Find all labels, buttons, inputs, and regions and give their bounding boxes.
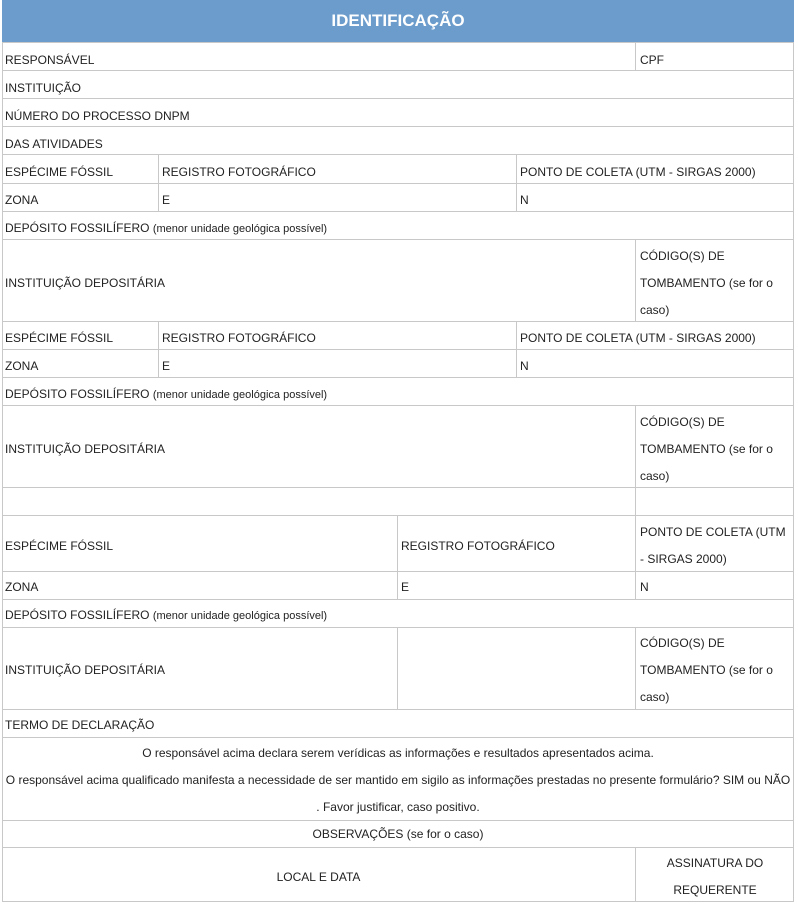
row-divider	[2, 515, 794, 516]
deposito-label: DEPÓSITO FOSSILÍFERO (menor unidade geológica possível)	[5, 608, 328, 622]
codigo-label-l2: TOMBAMENTO (se for o	[640, 276, 773, 290]
especime-label: ESPÉCIME FÓSSIL	[5, 539, 114, 553]
zona-label: ZONA	[5, 359, 39, 373]
responsavel-label: RESPONSÁVEL	[5, 53, 95, 67]
ponto-label: PONTO DE COLETA (UTM - SIRGAS 2000)	[520, 165, 756, 179]
col-divider	[516, 154, 517, 211]
n-label: N	[640, 580, 649, 594]
observacoes-label: OBSERVAÇÕES (se for o caso)	[312, 827, 484, 841]
ponto-label: PONTO DE COLETA (UTM - SIRGAS 2000)	[520, 331, 756, 345]
codigo-label-l1: CÓDIGO(S) DE	[640, 249, 725, 263]
e-label: E	[162, 193, 171, 207]
row-divider	[2, 599, 794, 600]
n-label: N	[520, 193, 529, 207]
col-divider	[635, 405, 636, 515]
col-divider	[158, 321, 159, 377]
deposito-label: DEPÓSITO FOSSILÍFERO (menor unidade geológica possível)	[5, 221, 328, 235]
row-divider	[2, 377, 794, 378]
processo-label: NÚMERO DO PROCESSO DNPM	[5, 109, 190, 123]
zona-label: ZONA	[5, 193, 39, 207]
termo-title: TERMO DE DECLARAÇÃO	[5, 718, 155, 732]
row-divider	[2, 98, 794, 99]
deposito-label: DEPÓSITO FOSSILÍFERO (menor unidade geológica possível)	[5, 387, 328, 401]
row-divider	[2, 487, 794, 488]
codigo-label-l1: CÓDIGO(S) DE	[640, 636, 725, 650]
form-header: IDENTIFICAÇÃO	[2, 0, 794, 42]
ponto-label-l1: PONTO DE COLETA (UTM	[640, 525, 786, 539]
codigo-label-l3: caso)	[640, 690, 670, 704]
assinatura-label-l1: ASSINATURA DO	[666, 856, 764, 870]
col-divider	[397, 515, 398, 599]
assinatura-label-l2: REQUERENTE	[673, 883, 757, 897]
especime-label: ESPÉCIME FÓSSIL	[5, 331, 114, 345]
inst-dep-label: INSTITUIÇÃO DEPOSITÁRIA	[5, 663, 166, 677]
atividades-label: DAS ATIVIDADES	[5, 137, 103, 151]
e-label: E	[162, 359, 171, 373]
instituicao-label: INSTITUIÇÃO	[5, 81, 82, 95]
row-divider	[2, 211, 794, 212]
registro-label: REGISTRO FOTOGRÁFICO	[162, 331, 316, 345]
row-divider	[2, 321, 794, 322]
col-divider	[158, 154, 159, 211]
col-divider	[635, 515, 636, 599]
ponto-label-l2: - SIRGAS 2000)	[640, 552, 727, 566]
registro-label: REGISTRO FOTOGRÁFICO	[162, 165, 316, 179]
codigo-label-l3: caso)	[640, 303, 670, 317]
cpf-label: CPF	[640, 53, 664, 67]
col-divider	[635, 42, 636, 70]
codigo-label-l2: TOMBAMENTO (se for o	[640, 442, 773, 456]
n-label: N	[520, 359, 529, 373]
inst-dep-label: INSTITUIÇÃO DEPOSITÁRIA	[5, 442, 166, 456]
local-data-label: LOCAL E DATA	[276, 870, 361, 884]
zona-label: ZONA	[5, 580, 39, 594]
row-divider	[2, 154, 794, 155]
e-label: E	[401, 580, 410, 594]
codigo-label-l1: CÓDIGO(S) DE	[640, 415, 725, 429]
especime-label: ESPÉCIME FÓSSIL	[5, 165, 114, 179]
row-divider	[2, 70, 794, 71]
codigo-label-l2: TOMBAMENTO (se for o	[640, 663, 773, 677]
inst-dep-label: INSTITUIÇÃO DEPOSITÁRIA	[5, 276, 166, 290]
termo-line3: . Favor justificar, caso positivo.	[316, 800, 480, 814]
col-divider	[635, 239, 636, 321]
col-divider	[635, 627, 636, 709]
col-divider	[516, 321, 517, 377]
termo-line1: O responsável acima declara serem verídicas as informações e resultados apresentados acima.	[142, 746, 654, 760]
codigo-label-l3: caso)	[640, 469, 670, 483]
registro-label: REGISTRO FOTOGRÁFICO	[401, 539, 555, 553]
row-divider	[2, 709, 794, 710]
termo-line2: O responsável acima qualificado manifesta a necessidade de ser mantido em sigilo as informações prestadas no presente formulário? SIM ou NÃO	[5, 773, 791, 787]
col-divider	[397, 627, 398, 709]
